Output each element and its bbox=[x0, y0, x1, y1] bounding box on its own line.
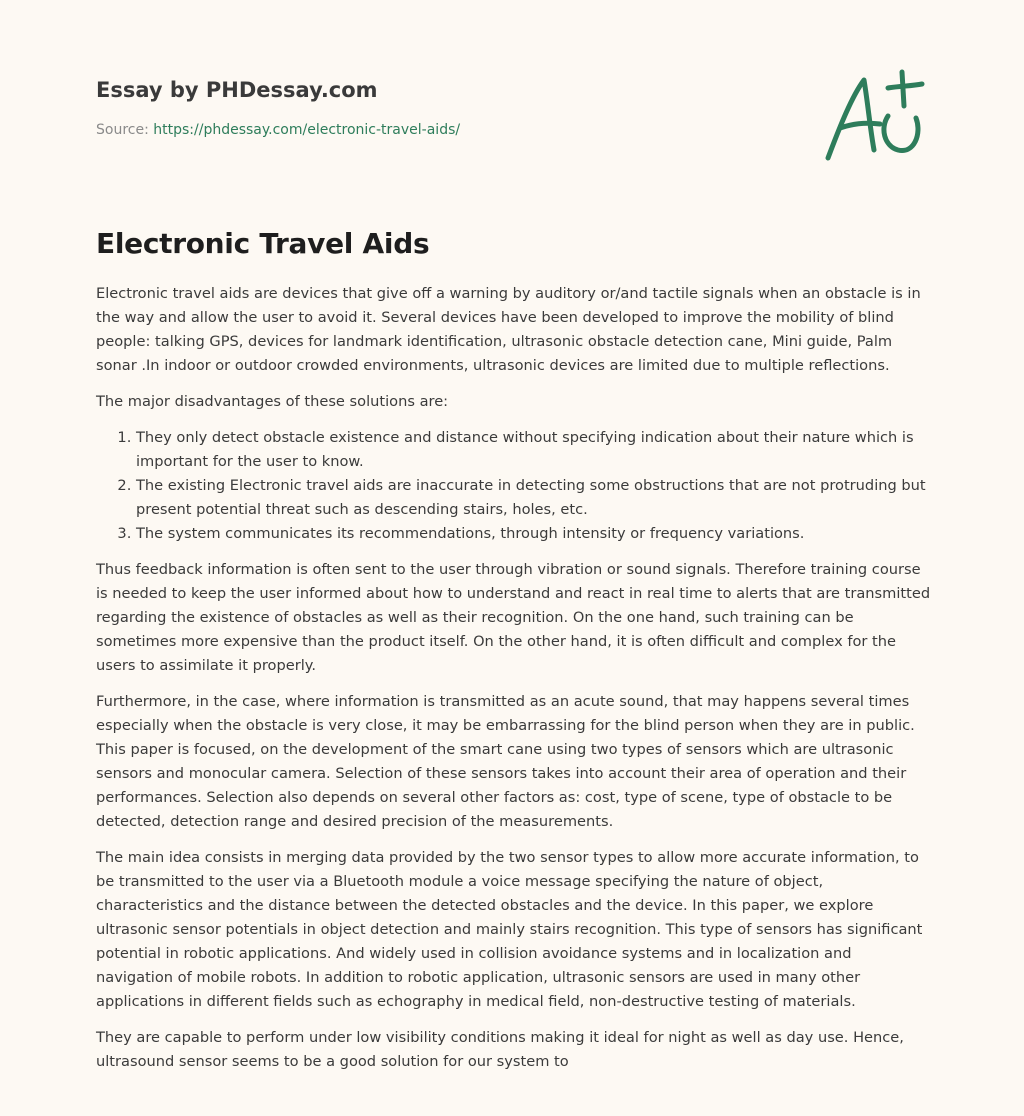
a-plus-grade-logo-icon bbox=[818, 66, 930, 166]
essay-paragraph: Furthermore, in the case, where information is transmitted as an acute sound, that may happens several times especially when the obstacle is very close, it may be embarrassing for the blind person when they are in public. This paper is focused, on the development of the smart cane using two types of sensors which are ultrasonic sensors and monocular camera. Selection of these sensors takes into account their area of operation and their performances. Selection also depends on several other factors as: cost, type of scene, type of obstacle to be detected, detection range and desired precision of the measurements. bbox=[96, 693, 915, 830]
essay-paragraph: The major disadvantages of these solutions are: bbox=[96, 393, 449, 410]
essay-paragraph: They are capable to perform under low visibility conditions making it ideal for night as well as day use. Hence, ultrasound sensor seems to be a good solution for our system to bbox=[96, 1029, 904, 1070]
site-brand: Essay by PHDessay.com bbox=[96, 78, 378, 102]
list-item: 2. The existing Electronic travel aids are inaccurate in detecting some obstructions that are not protruding but present potential threat such as descending stairs, holes, etc. bbox=[136, 474, 932, 522]
essay-paragraph: The main idea consists in merging data provided by the two sensor types to allow more accurate information, to be transmitted to the user via a Bluetooth module a voice message specifying the nature of object, characteristics and the distance between the detected obstacles and the device. In this paper, we explore ultrasonic sensor potentials in object detection and mainly stairs recognition. This type of sensors has significant potential in robotic applications. And widely used in collision avoidance systems and in localization and navigation of mobile robots. In addition to robotic application, ultrasonic sensors are used in many other applications in different fields such as echography in medical field, non-destructive testing of materials. bbox=[96, 849, 923, 1010]
list-item: 1. They only detect obstacle existence and distance without specifying indication about their nature which is important for the user to know. bbox=[136, 426, 932, 474]
essay-article bbox=[96, 226, 932, 1086]
disadvantages-list bbox=[96, 426, 932, 546]
source-line bbox=[96, 120, 796, 140]
list-item: 3. The system communicates its recommendations, through intensity or frequency variations. bbox=[136, 522, 932, 546]
essay-title: Electronic Travel Aids bbox=[96, 227, 430, 260]
essay-paragraph: Thus feedback information is often sent to the user through vibration or sound signals. Therefore training course is needed to keep the user informed about how to understand and react in real time to alerts that are transmitted regarding the existence of obstacles as well as their recognition. On the one hand, such training can be sometimes more expensive than the product itself. On the other hand, it is often difficult and complex for the users to assimilate it properly. bbox=[96, 561, 931, 674]
source-link[interactable]: https://phdessay.com/electronic-travel-aids/ bbox=[153, 122, 461, 138]
essay-paragraph: Electronic travel aids are devices that give off a warning by auditory or/and tactile signals when an obstacle is in the way and allow the user to avoid it. Several devices have been developed to improve the mobility of blind people: talking GPS, devices for landmark identification, ultrasonic obstacle detection cane, Mini guide, Palm sonar .In indoor or outdoor crowded environments, ultrasonic devices are limited due to multiple reflections. bbox=[96, 285, 921, 374]
essay-header bbox=[96, 76, 796, 140]
source-label: Source: bbox=[96, 122, 149, 138]
